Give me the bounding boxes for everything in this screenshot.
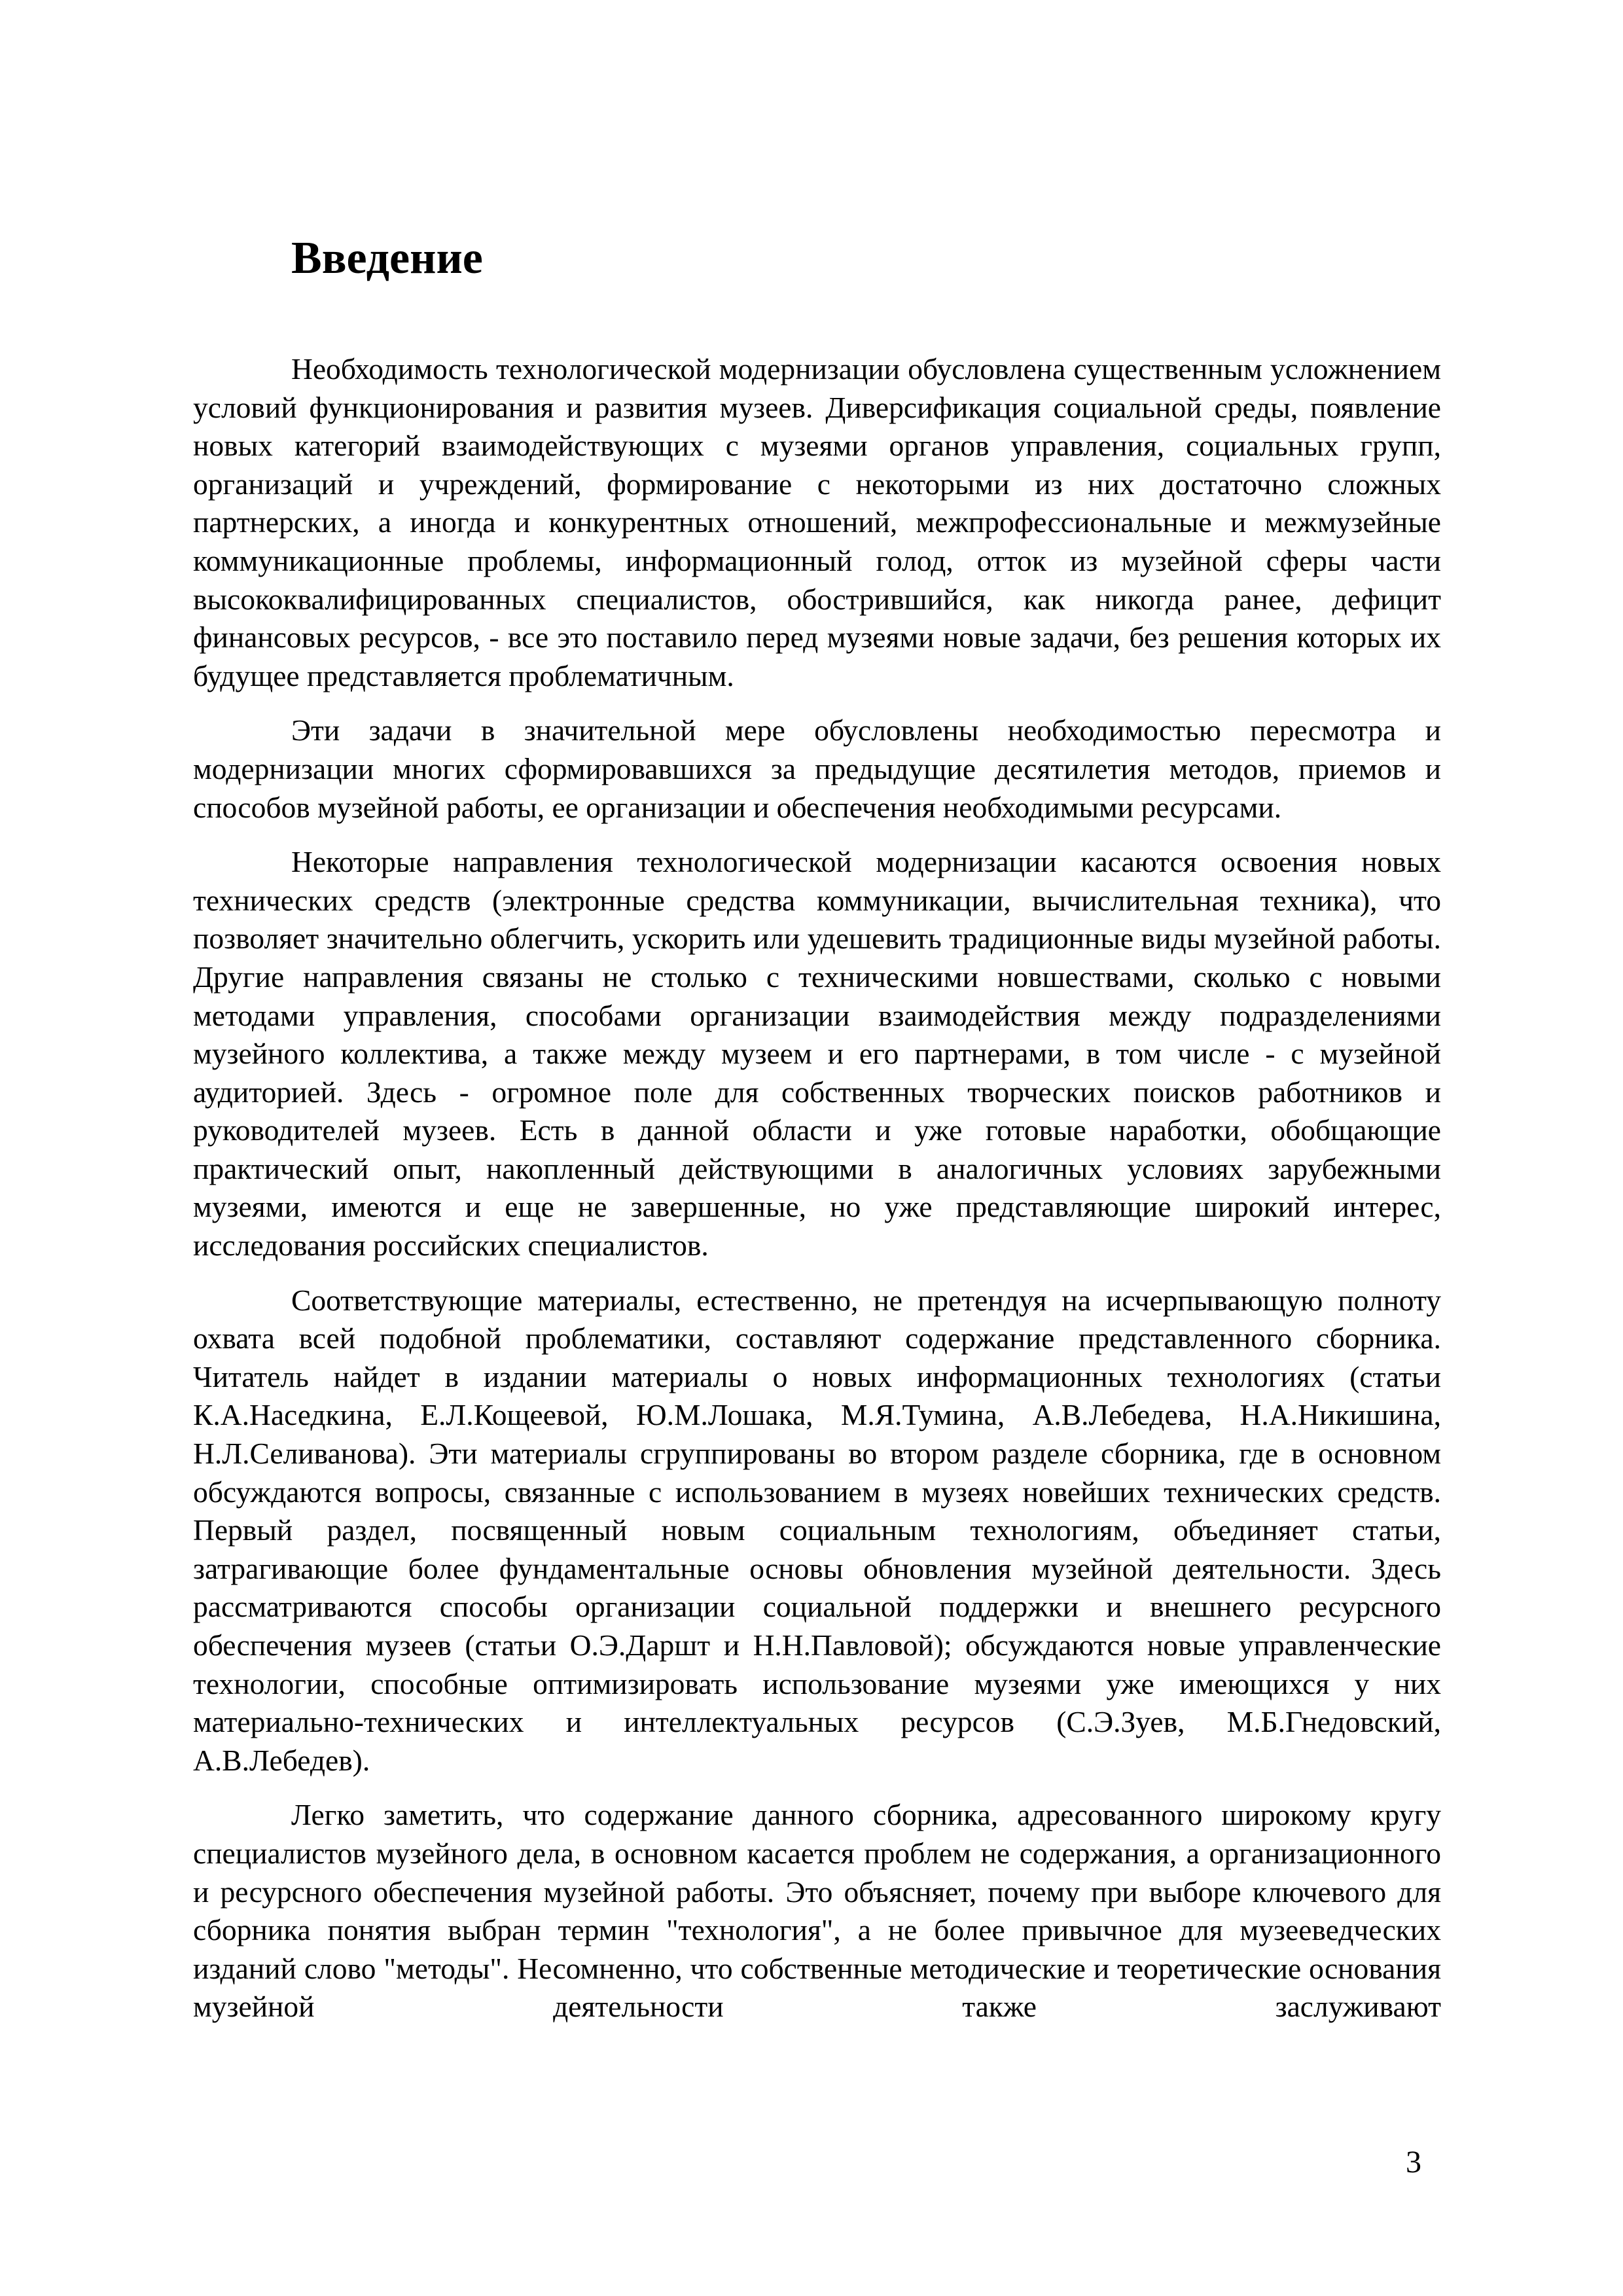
body-text [193,350,1441,2026]
paragraph-2: Эти задачи в значительной мере обусловлены необходимостью пересмотра и модернизации многих сформировавшихся за предыдущие десятилетия методов, приемов и способов музейной работы, ее организации и обеспечения необходимыми ресурсами. [193,713,1441,824]
paragraph-1: Необходимость технологической модернизации обусловлена существенным усложнением условий функционирования и развития музеев. Диверсификация социальной среды, появление новых категорий взаимодействующих с музеями органов управления, социальных групп, организаций и учреждений, формирование с некоторыми из них достаточно сложных партнерских, а иногда и конкурентных отношений, межпрофессиональные и межмузейные коммуникационные проблемы, информационный голод, отток из музейной сферы части высококвалифицированных специалистов, обострившийся, как никогда ранее, дефицит финансовых ресурсов, - все это поставило перед музеями новые задачи, без решения которых их будущее представляется проблематичным. [193,352,1441,692]
paragraph-5: Легко заметить, что содержание данного сборника, адресованного широкому кругу специалистов музейного дела, в основном касается проблем не содержания, а организационного и ресурсного обеспечения музейной работы. Это объясняет, почему при выборе ключевого для сборника понятия выбран термин "технология", а не более привычное для музееведческих изданий слово "методы". Несомненно, что собственные методические и теоретические основания музейной деятельности также заслуживают [193,1798,1441,2024]
paragraph-4: Соответствующие материалы, естественно, не претендуя на исчерпывающую полноту охвата всей подобной проблематики, составляют содержание представленного сборника. Читатель найдет в издании материалы о новых информационных технологиях (статьи К.А.Наседкина, Е.Л.Кощеевой, Ю.М.Лошака, М.Я.Тумина, А.В.Лебедева, Н.А.Никишина, Н.Л.Селиванова). Эти материалы сгруппированы во втором разделе сборника, где в основном обсуждаются вопросы, связанные с использованием в музеях новейших технических средств. Первый раздел, посвященный новым социальным технологиям, объединяет статьи, затрагивающие более фундаментальные основы обновления музейной деятельности. Здесь рассматриваются способы организации социальной поддержки и внешнего ресурсного обеспечения музеев (статьи О.Э.Даршт и Н.Н.Павловой); обсуждаются новые управленческие технологии, способные оптимизировать использование музеями уже имеющихся у них материально-технических и интеллектуальных ресурсов (С.Э.Зуев, М.Б.Гнедовский, А.В.Лебедев). [193,1283,1441,1777]
page-number: 3 [1406,2145,1421,2179]
paragraph-3: Некоторые направления технологической модернизации касаются освоения новых технических средств (электронные средства коммуникации, вычислительная техника), что позволяет значительно облегчить, ускорить или удешевить традиционные виды музейной работы. Другие направления связаны не столько с техническими новшествами, сколько с новыми методами управления, способами организации взаимодействия между подразделениями музейного коллектива, а также между музеем и его партнерами, в том числе - с музейной аудиторией. Здесь - огромное поле для собственных творческих поисков работников и руководителей музеев. Есть в данной области и уже готовые наработки, обобщающие практический опыт, накопленный действующими в аналогичных условиях зарубежными музеями, имеются и еще не завершенные, но уже представляющие широкий интерес, исследования российских специалистов. [193,845,1441,1263]
page-title: Введение [291,233,483,283]
